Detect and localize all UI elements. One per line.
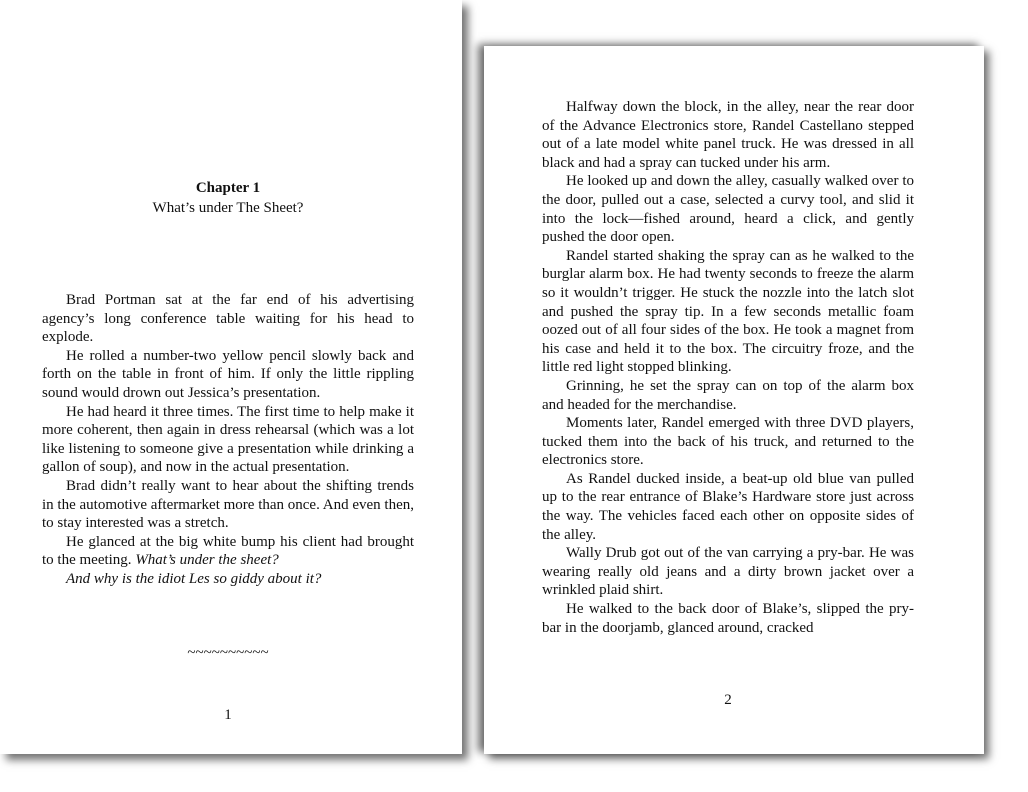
right-page-body [542,98,914,637]
italic-thought: What’s under the sheet? [135,552,279,569]
body-paragraph: He had heard it three times. The first time to help make it more coherent, then again in dress rehearsal (which was a lot like listening to someone give a presentation while drinking a gallon of soup), and now in the actual presentation. [42,403,414,476]
page-number: 2 [724,692,732,708]
scene-break: ~~~~~~~~~~ [187,645,269,661]
body-paragraph: He rolled a number-two yellow pencil slowly back and forth on the table in front of him. If only the little rippling sound would drown out Jessica’s presentation. [42,347,414,401]
body-paragraph: Wally Drub got out of the van carrying a pry-bar. He was wearing really old jeans and a dirty brown jacket over a wrinkled plaid shirt. [542,545,914,599]
left-page-body [42,291,414,589]
paragraph-text: He glanced at the big white bump his client had brought to the meeting. [42,533,414,569]
page-number: 1 [224,707,232,723]
chapter-title: What’s under The Sheet? [152,200,304,216]
chapter-number: Chapter 1 [195,180,261,196]
body-paragraph [42,533,414,570]
body-paragraph: Grinning, he set the spray can on top of the alarm box and headed for the merchandise. [542,377,914,413]
chapter-heading [42,178,414,218]
body-paragraph: He looked up and down the alley, casually walked over to the door, pulled out a case, selected a curvy tool, and slid it into the lock—fished around, heard a click, and gently pushed the door open. [542,173,914,246]
body-paragraph: Brad Portman sat at the far end of his advertising agency’s long conference table waiting for his head to explode. [42,292,414,346]
body-paragraph: Moments later, Randel emerged with three DVD players, tucked them into the back of his truck, and returned to the electronics store. [542,415,914,469]
body-paragraph: Halfway down the block, in the alley, near the rear door of the Advance Electronics store, Randel Castellano stepped out of a late model white panel truck. He was dressed in all black and had a spray can tucked under his arm. [542,99,914,171]
italic-thought-line: And why is the idiot Les so giddy about it? [66,570,322,587]
body-paragraph: Randel started shaking the spray can as he walked to the burglar alarm box. He had twenty seconds to freeze the alarm so it wouldn’t trigger. He stuck the nozzle into the latch slot and pushed the spray tip. In a few seconds metallic foam oozed out of all four sides of the box. He took a magnet from his case and held it to the box. The circuitry froze, and the little red light stopped blinking. [542,247,914,376]
body-paragraph: He walked to the back door of Blake’s, slipped the pry-bar in the doorjamb, glanced around, cracked [542,601,914,636]
body-paragraph: Brad didn’t really want to hear about the shifting trends in the automotive aftermarket more than once. And even then, to stay interested was a stretch. [42,477,414,532]
body-paragraph: As Randel ducked inside, a beat-up old blue van pulled up to the rear entrance of Blake’s Hardware store just across the way. The vehicles faced each other on opposite sides of the alley. [542,470,914,543]
